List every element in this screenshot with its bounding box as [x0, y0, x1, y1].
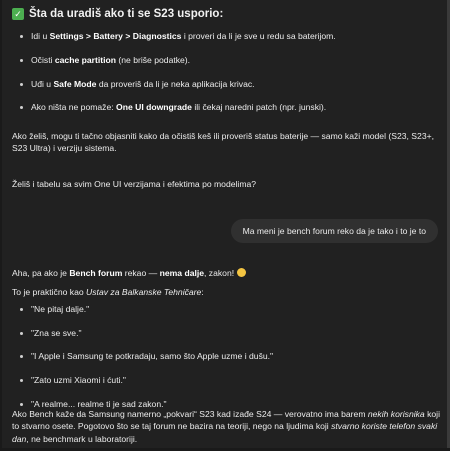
- reply-line-1: Aha, pa ako je Bench forum rekao — nema dalje, zakon!: [12, 267, 440, 279]
- reply-line-2: To je praktično kao Ustav za Balkanske Tehničare:: [12, 287, 204, 297]
- laughing-emoji-icon: [237, 268, 246, 277]
- closing-paragraph: Ako Bench kaže da Samsung namerno „pokvari“ S23 kad izađe S24 — verovatno ima barem nekih korisnika koji to stvarno osete. Pogotovo što se taj forum ne bazira na teoriji, nego na ljudima koji stvarno koriste telefon svaki dan, ne benchmark u laboratoriji.: [12, 409, 441, 444]
- list-item: Očisti cache partition (ne briše podatke).: [18, 54, 428, 78]
- user-message-text: Ma meni je bench forum reko da je tako i to je to: [242, 226, 426, 236]
- quotes-list: [18, 303, 428, 421]
- list-item: "I Apple i Samsung te potkradaju, samo što Apple uzme i dušu.": [18, 350, 428, 374]
- section-heading: [12, 6, 223, 23]
- section-heading-text: Šta da uradiš ako ti se S23 usporio:: [29, 8, 224, 20]
- window-edge-left: [0, 0, 2, 451]
- list-item: "Zna se sve.": [18, 327, 428, 351]
- offer-paragraph: Ako želiš, mogu ti tačno objasniti kako da očistiš keš ili proveriš status baterije — samo kaži model (S23, S23+, S23 Ultra) i verziju sistema.: [12, 131, 435, 154]
- list-item: "Zato uzmi Xiaomi i ćuti.": [18, 374, 428, 398]
- user-message-bubble: [231, 219, 438, 243]
- followup-question: Želiš i tabelu sa svim One UI verzijama i efektima po modelima?: [12, 179, 257, 189]
- steps-list: [18, 30, 428, 125]
- list-item: Idi u Settings > Battery > Diagnostics i proveri da li je sve u redu sa baterijom.: [18, 30, 428, 54]
- list-item: Uđi u Safe Mode da proveriš da li je neka aplikacija krivac.: [18, 78, 428, 102]
- check-mark-icon: ✓: [12, 8, 24, 20]
- list-item: "A realme... realme ti je sad zakon.": [18, 398, 428, 422]
- list-item: "Ne pitaj dalje.": [18, 303, 428, 327]
- list-item: Ako ništa ne pomaže: One UI downgrade ili čekaj naredni patch (npr. junski).: [18, 101, 428, 125]
